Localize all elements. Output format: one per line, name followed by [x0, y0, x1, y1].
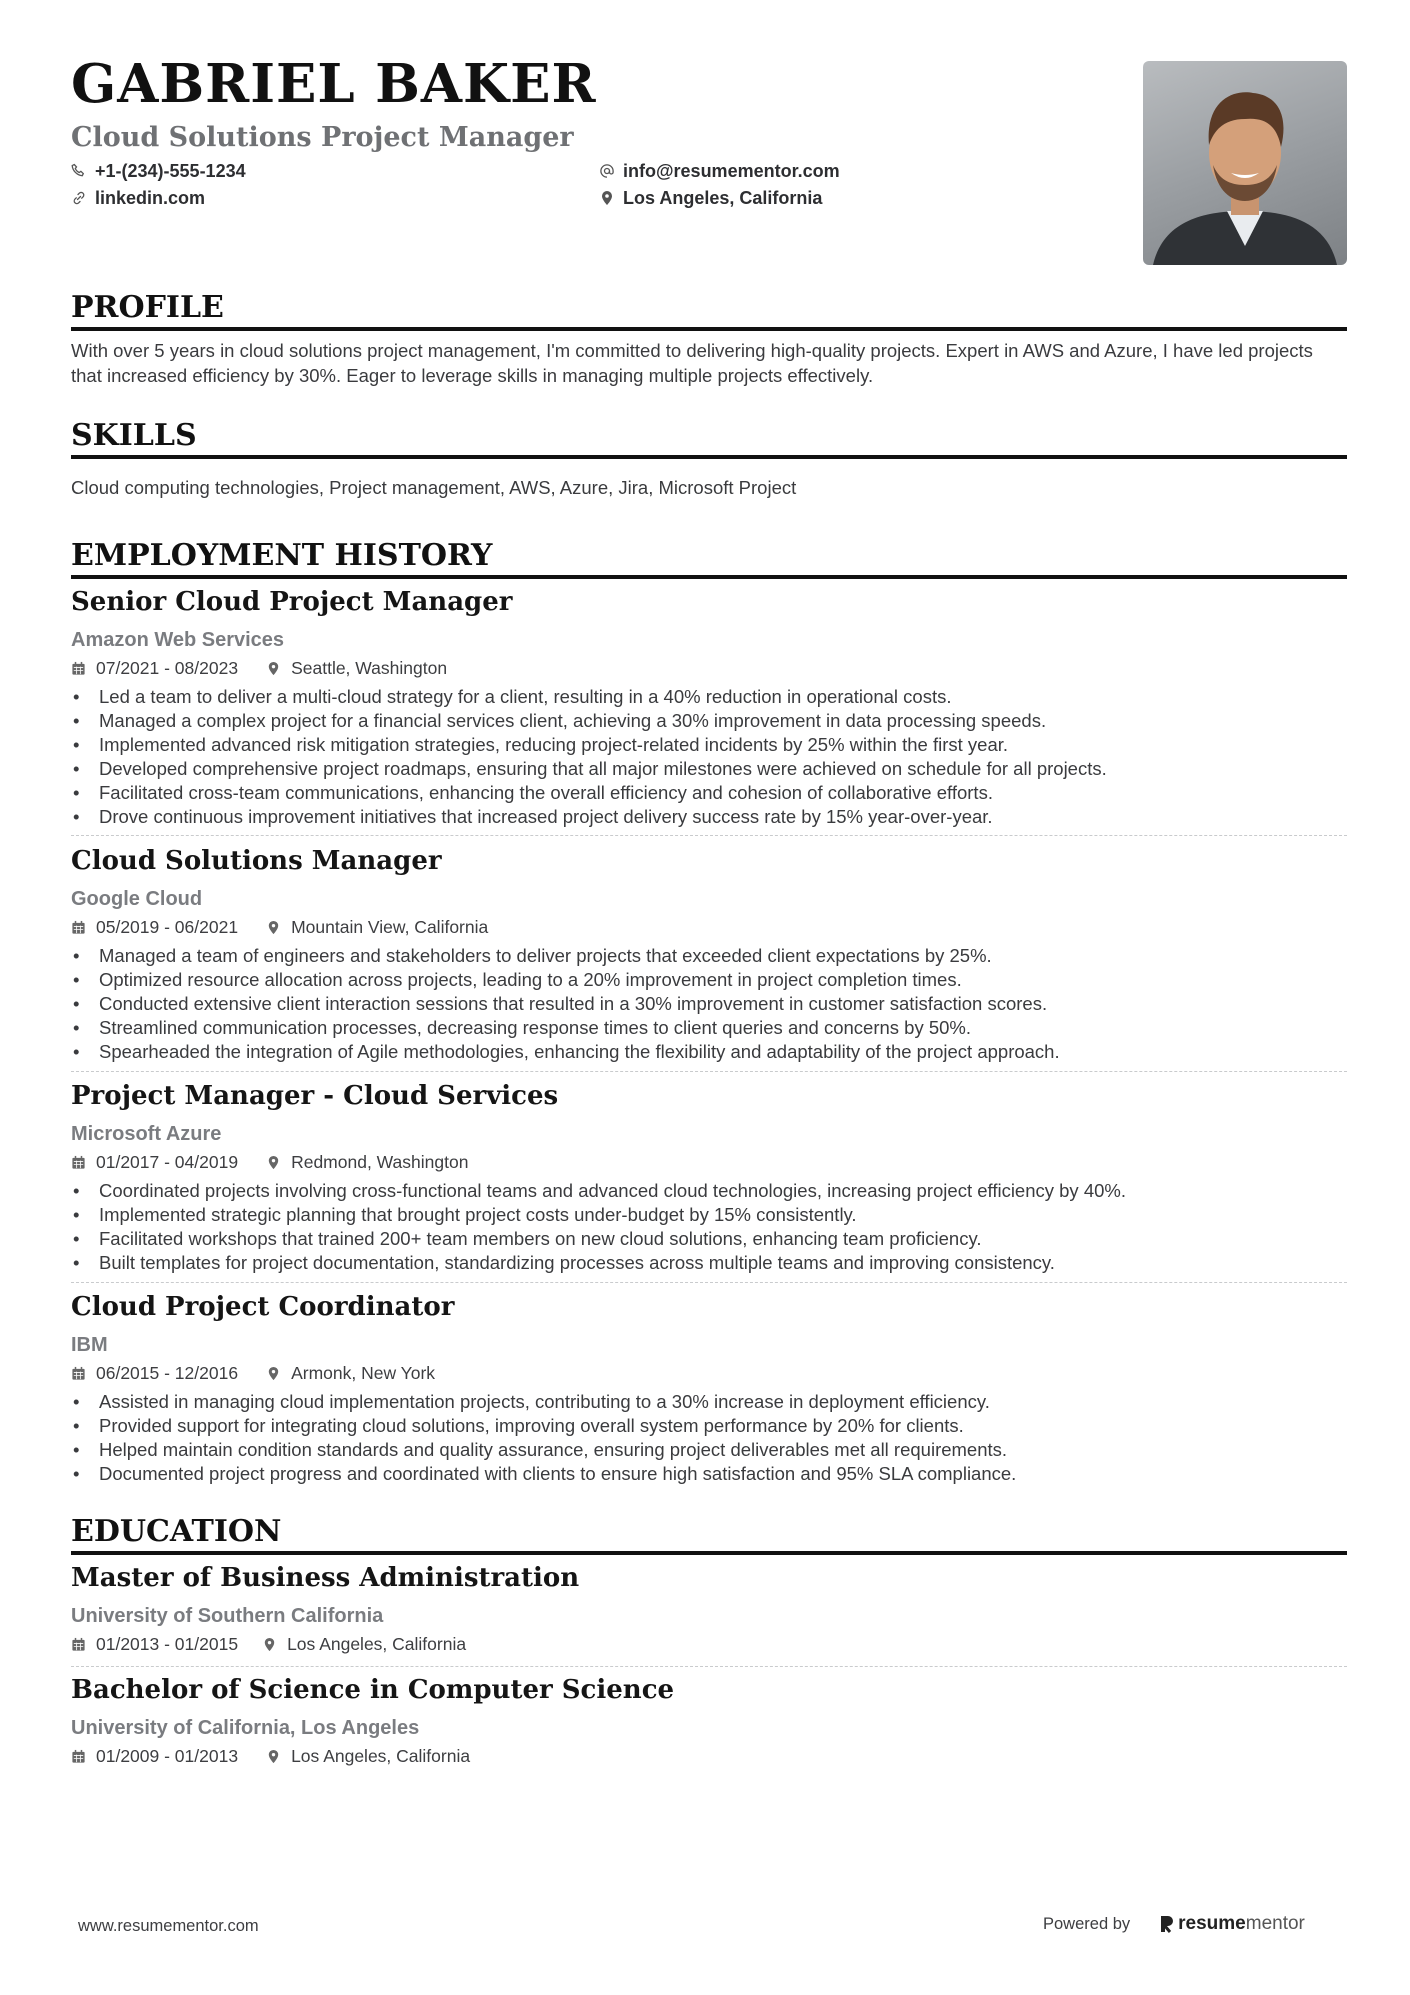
contact-location-text: Los Angeles, California [623, 188, 823, 208]
calendar-icon [71, 1155, 86, 1170]
skills-text: Cloud computing technologies, Project management, AWS, Azure, Jira, Microsoft Project [71, 477, 797, 498]
job-bullets [71, 1179, 1347, 1275]
job-dates: 01/2017 - 04/2019 [96, 1152, 239, 1172]
location-pin-icon [266, 1366, 281, 1381]
contact-email[interactable] [599, 162, 840, 180]
job-location-wrap [266, 919, 488, 937]
calendar-icon [71, 1366, 86, 1381]
job-dates: 07/2021 - 08/2023 [96, 658, 239, 678]
contact-phone-text: +1-(234)-555-1234 [95, 161, 246, 181]
at-icon [599, 163, 615, 179]
candidate-title: Cloud Solutions Project Manager [71, 122, 574, 153]
education-location: Los Angeles, California [291, 1746, 471, 1766]
profile-heading: PROFILE [71, 293, 1347, 331]
job-title: Project Manager - Cloud Services [71, 1081, 559, 1111]
job-bullet: • Facilitated cross-team communications, enhancing the overall efficiency and cohesion of collaborative efforts. [71, 781, 1347, 805]
education-school: University of Southern California [71, 1605, 384, 1627]
contact-linkedin[interactable] [71, 189, 205, 207]
job-bullet: • Documented project progress and coordinated with clients to ensure high satisfaction and 95% SLA compliance. [71, 1462, 1347, 1486]
profile-photo [1143, 61, 1347, 265]
job-location: Seattle, Washington [291, 658, 448, 678]
brand-light: mentor [1245, 1913, 1305, 1934]
job-bullet: • Conducted extensive client interaction sessions that resulted in a 30% improvement in customer satisfaction scores. [71, 992, 1347, 1016]
calendar-icon [71, 920, 86, 935]
education-dates: 01/2013 - 01/2015 [96, 1634, 239, 1654]
job-location: Redmond, Washington [291, 1152, 469, 1172]
job-title: Cloud Solutions Manager [71, 846, 442, 876]
powered-by-label: Powered by [1043, 1914, 1131, 1933]
job-bullet: • Optimized resource allocation across projects, leading to a 20% improvement in project completion times. [71, 968, 1347, 992]
job-bullet: • Provided support for integrating cloud solutions, improving overall system performance by 20% for clients. [71, 1414, 1347, 1438]
contact-linkedin-text: linkedin.com [95, 188, 206, 208]
calendar-icon [71, 1749, 86, 1764]
job-divider [71, 1071, 1347, 1072]
education-degree: Bachelor of Science in Computer Science [71, 1675, 675, 1705]
job-location: Mountain View, California [291, 917, 489, 937]
job-bullet: • Led a team to deliver a multi-cloud strategy for a client, resulting in a 40% reduction in operational costs. [71, 685, 1347, 709]
education-meta [71, 1636, 466, 1654]
location-pin-icon [266, 661, 281, 676]
job-bullets [71, 1390, 1347, 1486]
job-location-wrap [266, 1365, 435, 1383]
job-meta [71, 1154, 468, 1172]
job-location-wrap [266, 1154, 468, 1172]
location-pin-icon [599, 190, 615, 206]
calendar-icon [71, 661, 86, 676]
education-heading: EDUCATION [71, 1517, 1347, 1555]
job-location: Armonk, New York [291, 1363, 436, 1383]
profile-text: With over 5 years in cloud solutions project management, I'm committed to delivering high-quality projects. Expert in AWS and Azure, I have led projects that increased efficiency by 30%. Eager to leverage skills in managing multiple projects effectively. [71, 340, 1313, 386]
job-dates: 05/2019 - 06/2021 [96, 917, 239, 937]
job-meta [71, 919, 488, 937]
location-pin-icon [266, 920, 281, 935]
job-divider [71, 835, 1347, 836]
person-portrait-icon [1143, 61, 1347, 265]
brand-logo[interactable] [1160, 1913, 1305, 1935]
job-bullets [71, 944, 1347, 1064]
location-pin-icon [266, 1155, 281, 1170]
calendar-icon [71, 1637, 86, 1652]
education-school: University of California, Los Angeles [71, 1717, 420, 1739]
job-location-wrap [266, 660, 447, 678]
job-bullet: • Implemented strategic planning that brought project costs under-budget by 15% consistently. [71, 1203, 1347, 1227]
footer-powered-by [1043, 1913, 1305, 1935]
education-location-wrap [262, 1636, 466, 1654]
job-meta [71, 660, 447, 678]
job-bullet: • Implemented advanced risk mitigation strategies, reducing project-related incidents by 25% within the first year. [71, 733, 1347, 757]
education-dates: 01/2009 - 01/2013 [96, 1746, 239, 1766]
job-bullet: • Drove continuous improvement initiatives that increased project delivery success rate by 15% year-over-year. [71, 805, 1347, 829]
education-degree: Master of Business Administration [71, 1563, 580, 1593]
contact-location [599, 189, 822, 207]
job-title: Senior Cloud Project Manager [71, 587, 513, 617]
job-bullet: • Developed comprehensive project roadmaps, ensuring that all major milestones were achieved on schedule for all projects. [71, 757, 1347, 781]
job-bullet: • Assisted in managing cloud implementation projects, contributing to a 30% increase in deployment efficiency. [71, 1390, 1347, 1414]
employment-heading: EMPLOYMENT HISTORY [71, 541, 1347, 579]
contact-phone[interactable] [71, 162, 246, 180]
footer-website-link[interactable]: www.resumementor.com [78, 1917, 259, 1935]
contact-email-text: info@resumementor.com [623, 161, 840, 181]
job-divider [71, 1282, 1347, 1283]
link-icon [71, 190, 87, 206]
job-bullet: • Streamlined communication processes, decreasing response times to client queries and concerns by 50%. [71, 1016, 1347, 1040]
job-bullet: • Spearheaded the integration of Agile methodologies, enhancing the flexibility and adaptability of the project approach. [71, 1040, 1347, 1064]
job-bullet: • Built templates for project documentation, standardizing processes across multiple teams and improving consistency. [71, 1251, 1347, 1275]
job-company: Google Cloud [71, 888, 203, 910]
job-company: Microsoft Azure [71, 1123, 222, 1145]
job-bullets [71, 685, 1347, 829]
job-bullet: • Coordinated projects involving cross-functional teams and advanced cloud technologies, increasing project efficiency by 40%. [71, 1179, 1347, 1203]
job-meta [71, 1365, 435, 1383]
location-pin-icon [262, 1637, 277, 1652]
candidate-name: GABRIEL BAKER [71, 53, 597, 115]
education-location: Los Angeles, California [287, 1634, 467, 1654]
job-bullet: • Managed a complex project for a financial services client, achieving a 30% improvement in data processing speeds. [71, 709, 1347, 733]
job-bullet: • Managed a team of engineers and stakeholders to deliver projects that exceeded client expectations by 25%. [71, 944, 1347, 968]
job-dates: 06/2015 - 12/2016 [96, 1363, 239, 1383]
phone-icon [71, 163, 87, 179]
job-company: IBM [71, 1334, 108, 1356]
skills-heading: SKILLS [71, 421, 1347, 459]
location-pin-icon [266, 1749, 281, 1764]
education-meta [71, 1748, 470, 1766]
education-divider [71, 1666, 1347, 1667]
brand-bold: resume [1178, 1913, 1246, 1934]
job-company: Amazon Web Services [71, 629, 285, 651]
job-bullet: • Facilitated workshops that trained 200+ team members on new cloud solutions, enhancing team proficiency. [71, 1227, 1347, 1251]
resumementor-logo-icon [1160, 1915, 1174, 1933]
job-title: Cloud Project Coordinator [71, 1292, 455, 1322]
job-bullet: • Helped maintain condition standards and quality assurance, ensuring project deliverables met all requirements. [71, 1438, 1347, 1462]
education-location-wrap [266, 1748, 470, 1766]
